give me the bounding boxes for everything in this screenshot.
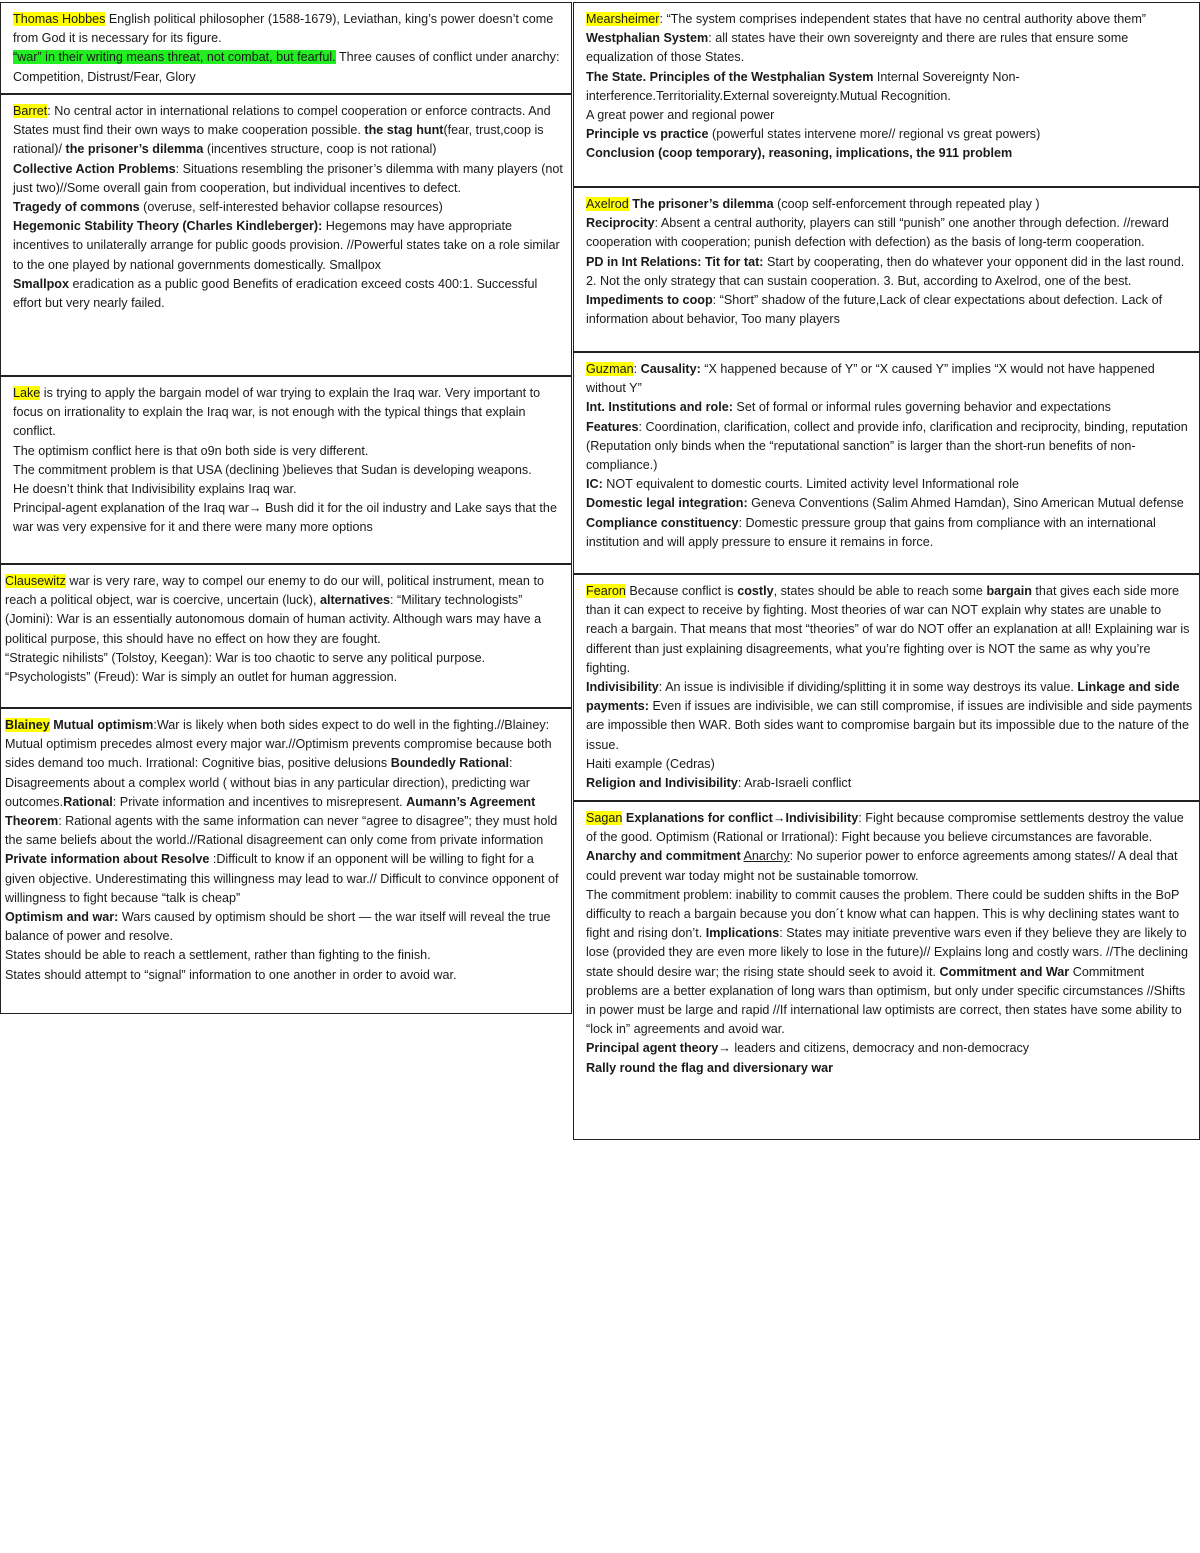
emphasis-text: Westphalian System <box>586 31 709 46</box>
emphasis-text: PD in Int Relations: Tit for tat: <box>586 254 764 269</box>
body-text: Set of formal or informal rules governing behavior and expectations <box>732 400 1111 415</box>
body-text: The optimism conflict here is that o9n both side is very different. <box>13 443 369 458</box>
body-text: Principal-agent explanation of the Iraq war→ Bush did it for the oil industry and Lake says that the war was very expensive for it and there were many more options <box>13 501 557 535</box>
emphasis-text: Reciprocity <box>586 216 655 231</box>
body-text: Wars caused by optimism should be short — the war itself will reveal the true balance of power and resolve. <box>5 910 551 944</box>
guzman-paragraph <box>586 475 1195 494</box>
emphasis-text: Private information about Resolve <box>5 852 210 867</box>
highlighted-text: Sagan <box>586 811 623 825</box>
emphasis-text: Conclusion (coop temporary), reasoning, implications, the 911 problem <box>586 146 1013 161</box>
axelrod-box <box>573 187 1200 352</box>
highlighted-text: Blainey <box>5 718 50 732</box>
clausewitz-paragraph <box>5 649 567 668</box>
blainey-paragraph <box>5 966 567 985</box>
body-text: English political philosopher (1588-1679), Leviathan, king’s power doesn’t come from God it is necessary for its figure. <box>13 12 554 46</box>
body-text: : Disagreements about a complex world ( without bias in any particular direction), predicting war outcomes. <box>5 756 530 809</box>
emphasis-text: Impediments to coop <box>586 293 713 308</box>
guzman-paragraph <box>586 418 1195 476</box>
lake-paragraph <box>13 480 567 499</box>
fearon-paragraph <box>586 774 1195 793</box>
emphasis-text: Optimism and war: <box>5 910 119 925</box>
highlighted-text: Axelrod <box>586 197 629 211</box>
body-text: that gives each side more than it can expect to receive by fighting. Most theories of war can NOT explain why states are unable to reach a bargain. That means that most “theories” of war do NOT offer an explanation at all! Explaining war is different than just explaining disagreements, what you’re fighting over is NOT the same as why you’re fighting. <box>586 584 1190 675</box>
blainey-box <box>0 708 572 1014</box>
body-text: → leaders and citizens, democracy and non-democracy <box>718 1041 1030 1056</box>
clausewitz-paragraph <box>5 572 567 649</box>
emphasis-text: bargain <box>986 584 1032 598</box>
body-text: : all states have their own sovereignty and there are rules that ensure some equalization of those States. <box>586 31 1129 65</box>
body-text: Internal Sovereignty Non-interference.Territoriality.External sovereignty.Mutual Recognition. <box>586 69 1020 103</box>
body-text: : <box>633 362 641 376</box>
sagan-paragraph <box>586 1059 1195 1078</box>
hobbes-box <box>0 2 572 94</box>
body-text: The commitment problem: inability to commit causes the problem. There could be sudden shifts in the BoP difficulty to reach a bargain because you don´t know what can happen. This is why declining states want to fight and rising don’t. <box>586 887 1180 941</box>
body-text: “Strategic nihilists” (Tolstoy, Keegan): War is too chaotic to serve any political purpose. <box>5 650 486 665</box>
fearon-box <box>573 574 1200 801</box>
body-text: war is very rare, way to compel our enemy to do our will, political instrument, mean to reach a political object, war is coercive, uncertain (luck), <box>5 574 544 608</box>
body-text: : An issue is indivisible if dividing/splitting it in some way destroys its value. <box>658 680 1078 695</box>
emphasis-text: Implications <box>705 926 780 941</box>
emphasis-text: The prisoner’s dilemma <box>628 197 774 211</box>
emphasis-text: Smallpox <box>13 276 69 291</box>
emphasis-text: Mutual optimism <box>49 718 154 732</box>
body-text: eradication as a public good Benefits of eradication exceed costs 400:1. Successful effort but very nearly failed. <box>13 276 538 311</box>
mearsheimer-paragraph <box>586 144 1195 163</box>
body-text: : Rational agents with the same information can never “agree to disagree”; they must hold the same beliefs about the world.//Rational disagreement can only come from private information <box>5 814 558 848</box>
lake-paragraph <box>13 461 567 480</box>
sagan-paragraph <box>586 847 1195 885</box>
body-text: States should be able to reach a settlement, rather than fighting to the finish. <box>5 948 431 963</box>
sagan-box <box>573 801 1200 1140</box>
guzman-paragraph <box>586 360 1195 398</box>
highlighted-text: Guzman <box>586 362 634 376</box>
body-text: “Psychologists” (Freud): War is simply an outlet for human aggression. <box>5 670 398 685</box>
emphasis-text: Anarchy and commitment <box>586 849 741 864</box>
body-text: (powerful states intervene more// regional vs great powers) <box>708 127 1041 142</box>
emphasis-text: Principle vs practice <box>586 127 709 142</box>
body-text: : States may initiate preventive wars even if they believe they are likely to lose (provided they are even more likely to lose in the future)// Explains long and costly wars. //The declining state should desire war; the rising state should seek to avoid it. <box>586 926 1189 979</box>
fearon-paragraph <box>586 755 1195 774</box>
emphasis-text: Principal agent theory <box>586 1041 719 1056</box>
barret-paragraph <box>13 275 567 313</box>
axelrod-paragraph <box>586 214 1195 252</box>
emphasis-text: Indivisibility <box>586 680 659 695</box>
body-text: States should attempt to “signal” information to one another in order to avoid war. <box>5 967 457 982</box>
blainey-paragraph <box>5 946 567 965</box>
body-text: (coop self-enforcement through repeated play ) <box>773 197 1040 211</box>
body-text: :Difficult to know if an opponent will be willing to fight for a given objective. Underestimating this willingness may lead to war.// Difficult to convince opponent of willingness to fight because “talk is cheap” <box>5 852 559 905</box>
highlighted-text: Mearsheimer <box>586 12 660 26</box>
barret-box <box>0 94 572 376</box>
emphasis-text: Anarchy <box>743 849 790 864</box>
lake-paragraph <box>13 384 567 442</box>
emphasis-text: Linkage and side payments: <box>586 680 1180 714</box>
body-text: :War is likely when both sides expect to do well in the fighting.//Blainey: Mutual optimism precedes almost every major war.//Optimism prevents compromise because both sides demand too much. Irrational: Cognitive bias, positive delusions <box>5 718 552 771</box>
body-text: Geneva Conventions (Salim Ahmed Hamdan), Sino American Mutual defense <box>747 496 1184 511</box>
axelrod-paragraph <box>586 195 1195 214</box>
highlighted-text: “war” in their writing means threat, not combat, but fearful. <box>13 50 336 65</box>
emphasis-text: Collective Action Problems <box>13 161 176 176</box>
emphasis-text: the stag hunt <box>364 123 444 138</box>
highlighted-text: Barret <box>13 104 48 118</box>
body-text: Because conflict is <box>625 584 738 598</box>
barret-paragraph <box>13 102 567 160</box>
emphasis-text: Domestic legal integration: <box>586 496 748 511</box>
clausewitz-paragraph <box>5 668 567 687</box>
emphasis-text: Tragedy of commons <box>13 200 140 215</box>
body-text: , states should be able to reach some <box>773 584 987 598</box>
guzman-box <box>573 352 1200 574</box>
lake-paragraph <box>13 442 567 461</box>
mearsheimer-paragraph <box>586 106 1195 125</box>
mearsheimer-paragraph <box>586 68 1195 106</box>
emphasis-text: The State. Principles of the Westphalian System <box>586 69 874 84</box>
highlighted-text: Clausewitz <box>5 574 66 588</box>
sagan-paragraph <box>586 1039 1195 1058</box>
clausewitz-box <box>0 564 572 708</box>
guzman-paragraph <box>586 514 1195 552</box>
body-text: Hegemons may have appropriate incentives to unilaterally arrange for public goods provision. //Powerful states take on a role similar to the one played by national governments domestically. Smallpox <box>13 219 560 272</box>
body-text: Three causes of conflict under anarchy: Competition, Distrust/Fear, Glory <box>13 50 560 84</box>
body-text: Haiti example (Cedras) <box>586 756 715 771</box>
body-text: (overuse, self-interested behavior collapse resources) <box>139 200 443 215</box>
emphasis-text: Features <box>586 419 639 434</box>
body-text: The commitment problem is that USA (declining )believes that Sudan is developing weapons. <box>13 462 532 477</box>
emphasis-text: Boundedly Rational <box>390 756 509 771</box>
body-text: : No central actor in international relations to compel cooperation or enforce contracts. And States must find their own ways to make cooperation possible. <box>13 104 551 138</box>
body-text: (incentives structure, coop is not rational) <box>203 142 437 157</box>
guzman-paragraph <box>586 494 1195 513</box>
emphasis-text: Aumann’s Agreement Theorem <box>5 794 536 829</box>
body-text: : No superior power to enforce agreements among states// A deal that could prevent war today might not be sustainable tomorrow. <box>586 849 1178 883</box>
emphasis-text: Causality: <box>640 362 701 376</box>
blainey-paragraph <box>5 850 567 908</box>
sagan-paragraph <box>586 809 1195 847</box>
guzman-paragraph <box>586 398 1195 417</box>
hobbes-paragraph <box>13 10 567 48</box>
body-text: (fear, trust,coop is rational)/ <box>13 123 544 157</box>
emphasis-text: Int. Institutions and role: <box>586 400 733 415</box>
barret-paragraph <box>13 217 567 275</box>
body-text: : Arab-Israeli conflict <box>737 776 852 791</box>
body-text: NOT equivalent to domestic courts. Limited activity level Informational role <box>602 477 1020 492</box>
blainey-paragraph <box>5 716 567 850</box>
blainey-paragraph <box>5 908 567 946</box>
mearsheimer-paragraph <box>586 10 1195 29</box>
body-text: Even if issues are indivisible, we can still compromise, if issues are indivisible and side payments are impossible then WAR. Both sides want to compromise bargain but its impossible due to the nature of the issue. <box>586 699 1193 752</box>
fearon-paragraph <box>586 582 1195 678</box>
hobbes-paragraph <box>13 48 567 86</box>
emphasis-text: Explanations for conflict→Indivisibility <box>622 811 859 825</box>
emphasis-text: Compliance constituency <box>586 515 739 530</box>
barret-paragraph <box>13 160 567 198</box>
body-text: Commitment problems are a better explanation of long wars than optimism, but only under specific circumstances //Shifts in power must be large and rapid //If international law optimists are correct, then states have some ability to “lock in” agreements and avoid war. <box>586 964 1186 1037</box>
emphasis-text: Rational <box>63 794 113 809</box>
sagan-paragraph <box>586 886 1195 1040</box>
highlighted-text: Thomas Hobbes <box>13 12 106 26</box>
fearon-paragraph <box>586 678 1195 755</box>
body-text: A great power and regional power <box>586 108 775 123</box>
mearsheimer-paragraph <box>586 29 1195 67</box>
mearsheimer-box <box>573 2 1200 187</box>
body-text: : Absent a central authority, players can still “punish” one another through defection. //reward cooperation with cooperation; punish defection with defection) as the basis of long-term cooperation. <box>586 216 1169 250</box>
body-text: He doesn’t think that Indivisibility explains Iraq war. <box>13 482 297 497</box>
axelrod-paragraph <box>586 253 1195 330</box>
emphasis-text: costly <box>737 584 774 598</box>
body-text: is trying to apply the bargain model of war trying to explain the Iraq war. Very important to focus on irrationality to explain the Iraq war, is not enough with the typical things that explain conflict. <box>13 386 541 439</box>
body-text: : “The system comprises independent states that have no central authority above them” <box>659 12 1146 26</box>
body-text: “X happened because of Y” or “X caused Y” implies “X would not have happened without Y” <box>586 362 1155 396</box>
emphasis-text: IC: <box>586 477 603 492</box>
mearsheimer-paragraph <box>586 125 1195 144</box>
highlighted-text: Fearon <box>586 584 626 598</box>
body-text: : “Military technologists” (Jomini): War is an essentially autonomous domain of human activity. Although wars may have a political purpose, this should have no effect on how they are fought. <box>5 593 542 646</box>
body-text: : Domestic pressure group that gains from compliance with an international institution and will apply pressure to ensure it remains in force. <box>586 515 1156 549</box>
body-text: : “Short” shadow of the future,Lack of clear expectations about defection. Lack of information about behavior, Too many players <box>586 293 1163 327</box>
emphasis-text: Rally round the flag and diversionary war <box>586 1060 834 1075</box>
emphasis-text: Commitment and War <box>939 964 1070 979</box>
emphasis-text: the prisoner’s dilemma <box>65 142 204 157</box>
body-text: Start by cooperating, then do whatever your opponent did in the last round. 2. Not the only strategy that can sustain cooperation. 3. But, according to Axelrod, one of the best. <box>586 254 1185 288</box>
lake-box <box>0 376 572 564</box>
body-text: : Coordination, clarification, collect and provide info, clarification and reciprocity, binding, reputation (Reputation only binds when the “reputational sanction” is larger than the short-run benefits of non-compliance.) <box>586 419 1188 473</box>
body-text: : Fight because compromise settlements destroy the value of the good. Optimism (Rational or Irrational): Fight because you believe circumstances are favorable. <box>586 811 1184 845</box>
emphasis-text: Religion and Indivisibility <box>586 776 738 791</box>
body-text: : Private information and incentives to misrepresent. <box>112 794 407 809</box>
emphasis-text: Hegemonic Stability Theory (Charles Kindleberger): <box>13 219 323 234</box>
highlighted-text: Lake <box>13 386 41 400</box>
body-text: : Situations resembling the prisoner’s dilemma with many players (not just two)//Some overall gain from cooperation, but individual incentives to defect. <box>13 161 563 195</box>
barret-paragraph <box>13 198 567 217</box>
emphasis-text: alternatives <box>319 593 390 608</box>
lake-paragraph <box>13 499 567 537</box>
